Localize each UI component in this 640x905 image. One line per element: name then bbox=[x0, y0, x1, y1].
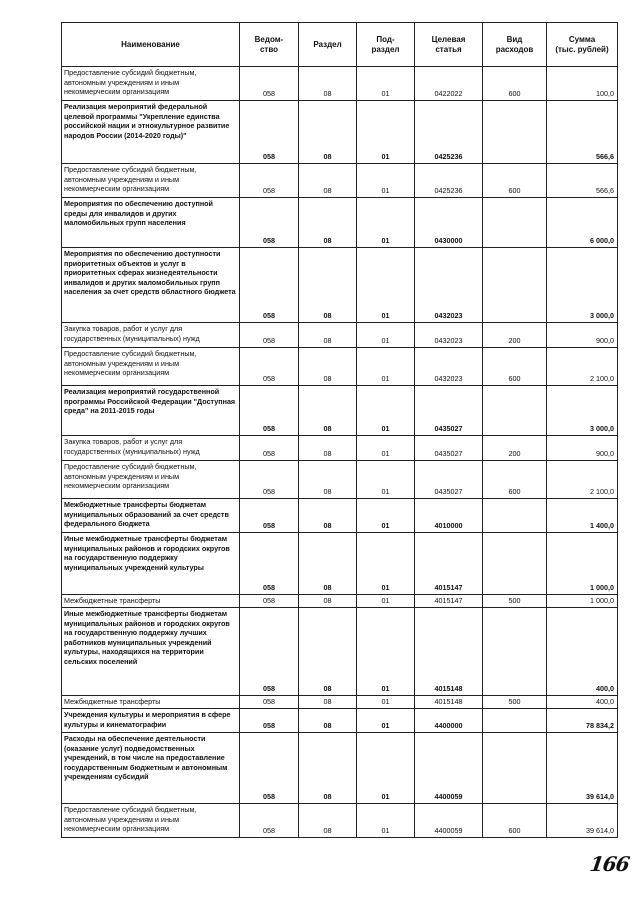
row-sum: 1 000,0 bbox=[547, 595, 618, 608]
row-dept: 058 bbox=[240, 733, 299, 804]
row-name: Предоставление субсидий бюджетным, автономным учреждениям и иным некоммерческим организациям bbox=[62, 164, 240, 198]
table-row bbox=[62, 386, 618, 436]
row-sum: 39 614,0 bbox=[547, 804, 618, 838]
row-subsection: 01 bbox=[357, 101, 415, 164]
row-target: 4015147 bbox=[415, 595, 483, 608]
row-name: Мероприятия по обеспечению доступности приоритетных объектов и услуг в приоритетных сферах жизнедеятельности инвалидов и других маломобильных групп населения за счет средств областного бюджета bbox=[62, 248, 240, 323]
table-row bbox=[62, 248, 618, 323]
row-section: 08 bbox=[299, 608, 357, 696]
row-expense bbox=[483, 533, 547, 595]
row-section: 08 bbox=[299, 533, 357, 595]
row-subsection: 01 bbox=[357, 733, 415, 804]
row-dept: 058 bbox=[240, 696, 299, 709]
row-expense: 600 bbox=[483, 461, 547, 499]
table-row bbox=[62, 436, 618, 461]
row-target: 4400059 bbox=[415, 804, 483, 838]
table-row bbox=[62, 608, 618, 696]
table-row bbox=[62, 804, 618, 838]
table-row bbox=[62, 733, 618, 804]
row-expense bbox=[483, 733, 547, 804]
row-target: 0432023 bbox=[415, 323, 483, 348]
row-target: 0422022 bbox=[415, 67, 483, 101]
row-subsection: 01 bbox=[357, 348, 415, 386]
row-subsection: 01 bbox=[357, 386, 415, 436]
row-section: 08 bbox=[299, 461, 357, 499]
table-row bbox=[62, 164, 618, 198]
row-section: 08 bbox=[299, 696, 357, 709]
row-sum: 2 100,0 bbox=[547, 461, 618, 499]
row-name: Предоставление субсидий бюджетным, автономным учреждениям и иным некоммерческим организациям bbox=[62, 348, 240, 386]
budget-table bbox=[61, 22, 618, 838]
table-body bbox=[62, 67, 618, 838]
row-sum: 400,0 bbox=[547, 608, 618, 696]
row-name: Предоставление субсидий бюджетным, автономным учреждениям и иным некоммерческим организациям bbox=[62, 67, 240, 101]
row-subsection: 01 bbox=[357, 198, 415, 248]
row-target: 4400000 bbox=[415, 709, 483, 733]
row-expense: 600 bbox=[483, 348, 547, 386]
row-expense bbox=[483, 709, 547, 733]
row-subsection: 01 bbox=[357, 804, 415, 838]
row-dept: 058 bbox=[240, 436, 299, 461]
row-expense: 600 bbox=[483, 67, 547, 101]
row-expense bbox=[483, 499, 547, 533]
row-subsection: 01 bbox=[357, 608, 415, 696]
row-section: 08 bbox=[299, 67, 357, 101]
row-sum: 566,6 bbox=[547, 164, 618, 198]
row-sum: 3 000,0 bbox=[547, 248, 618, 323]
row-dept: 058 bbox=[240, 499, 299, 533]
row-dept: 058 bbox=[240, 595, 299, 608]
table-row bbox=[62, 595, 618, 608]
row-sum: 900,0 bbox=[547, 323, 618, 348]
header-sum: Сумма (тыс. рублей) bbox=[547, 23, 618, 67]
row-target: 0432023 bbox=[415, 348, 483, 386]
row-name: Межбюджетные трансферты бюджетам муниципальных образований за счет средств федерального бюджета bbox=[62, 499, 240, 533]
row-expense bbox=[483, 101, 547, 164]
row-dept: 058 bbox=[240, 198, 299, 248]
row-expense bbox=[483, 198, 547, 248]
page-number: 166 bbox=[588, 852, 631, 876]
row-expense: 600 bbox=[483, 164, 547, 198]
row-name: Закупка товаров, работ и услуг для государственных (муниципальных) нужд bbox=[62, 323, 240, 348]
row-target: 0432023 bbox=[415, 248, 483, 323]
row-dept: 058 bbox=[240, 323, 299, 348]
table-row bbox=[62, 101, 618, 164]
table-row bbox=[62, 533, 618, 595]
row-expense: 200 bbox=[483, 436, 547, 461]
row-name: Иные межбюджетные трансферты бюджетам муниципальных районов и городских округов на государственную поддержку муниципальных учреждений культуры bbox=[62, 533, 240, 595]
row-target: 0435027 bbox=[415, 461, 483, 499]
row-subsection: 01 bbox=[357, 595, 415, 608]
row-section: 08 bbox=[299, 323, 357, 348]
table-row bbox=[62, 499, 618, 533]
row-section: 08 bbox=[299, 198, 357, 248]
row-target: 0435027 bbox=[415, 436, 483, 461]
row-sum: 900,0 bbox=[547, 436, 618, 461]
row-expense: 500 bbox=[483, 696, 547, 709]
row-target: 0425236 bbox=[415, 101, 483, 164]
row-dept: 058 bbox=[240, 248, 299, 323]
table-row bbox=[62, 198, 618, 248]
row-subsection: 01 bbox=[357, 461, 415, 499]
row-name: Учреждения культуры и мероприятия в сфере культуры и кинематографии bbox=[62, 709, 240, 733]
row-dept: 058 bbox=[240, 461, 299, 499]
row-section: 08 bbox=[299, 248, 357, 323]
table-row bbox=[62, 348, 618, 386]
row-dept: 058 bbox=[240, 608, 299, 696]
row-sum: 1 000,0 bbox=[547, 533, 618, 595]
row-section: 08 bbox=[299, 733, 357, 804]
header-section: Раздел bbox=[299, 23, 357, 67]
row-subsection: 01 bbox=[357, 533, 415, 595]
header-dept: Ведом- ство bbox=[240, 23, 299, 67]
row-subsection: 01 bbox=[357, 323, 415, 348]
row-dept: 058 bbox=[240, 101, 299, 164]
row-name: Предоставление субсидий бюджетным, автономным учреждениям и иным некоммерческим организациям bbox=[62, 461, 240, 499]
row-name: Реализация мероприятий федеральной целевой программы "Укрепление единства российской нации и этнокультурное развитие народов России (2014-2020 годы)" bbox=[62, 101, 240, 164]
row-name: Расходы на обеспечение деятельности (оказание услуг) подведомственных учреждений, в том числе на предоставление государственным бюджетным и автономным учреждениям субсидий bbox=[62, 733, 240, 804]
row-subsection: 01 bbox=[357, 164, 415, 198]
row-name: Закупка товаров, работ и услуг для государственных (муниципальных) нужд bbox=[62, 436, 240, 461]
row-name: Иные межбюджетные трансферты бюджетам муниципальных районов и городских округов на государственную поддержку лучших работников муниципальных учреждений культуры, находящихся на территории сельских поселений bbox=[62, 608, 240, 696]
row-target: 0435027 bbox=[415, 386, 483, 436]
row-subsection: 01 bbox=[357, 436, 415, 461]
row-section: 08 bbox=[299, 709, 357, 733]
row-target: 4015147 bbox=[415, 533, 483, 595]
row-sum: 3 000,0 bbox=[547, 386, 618, 436]
header-name: Наименование bbox=[62, 23, 240, 67]
row-sum: 2 100,0 bbox=[547, 348, 618, 386]
row-sum: 100,0 bbox=[547, 67, 618, 101]
row-target: 0430000 bbox=[415, 198, 483, 248]
row-target: 4400059 bbox=[415, 733, 483, 804]
row-name: Межбюджетные трансферты bbox=[62, 595, 240, 608]
row-name: Мероприятия по обеспечению доступной среды для инвалидов и других маломобильных групп населения bbox=[62, 198, 240, 248]
header-subsection: Под- раздел bbox=[357, 23, 415, 67]
row-dept: 058 bbox=[240, 386, 299, 436]
header-row bbox=[62, 23, 618, 67]
table-row bbox=[62, 461, 618, 499]
row-name: Предоставление субсидий бюджетным, автономным учреждениям и иным некоммерческим организациям bbox=[62, 804, 240, 838]
table-row bbox=[62, 67, 618, 101]
table-row bbox=[62, 709, 618, 733]
row-subsection: 01 bbox=[357, 248, 415, 323]
row-subsection: 01 bbox=[357, 499, 415, 533]
row-section: 08 bbox=[299, 804, 357, 838]
row-section: 08 bbox=[299, 164, 357, 198]
header-target: Целевая статья bbox=[415, 23, 483, 67]
row-subsection: 01 bbox=[357, 696, 415, 709]
row-sum: 39 614,0 bbox=[547, 733, 618, 804]
row-section: 08 bbox=[299, 386, 357, 436]
row-dept: 058 bbox=[240, 164, 299, 198]
row-section: 08 bbox=[299, 348, 357, 386]
row-expense: 600 bbox=[483, 804, 547, 838]
row-dept: 058 bbox=[240, 804, 299, 838]
row-target: 4015148 bbox=[415, 696, 483, 709]
row-dept: 058 bbox=[240, 533, 299, 595]
row-section: 08 bbox=[299, 499, 357, 533]
row-target: 4010000 bbox=[415, 499, 483, 533]
row-dept: 058 bbox=[240, 67, 299, 101]
row-sum: 400,0 bbox=[547, 696, 618, 709]
row-expense: 200 bbox=[483, 323, 547, 348]
row-sum: 78 834,2 bbox=[547, 709, 618, 733]
row-dept: 058 bbox=[240, 348, 299, 386]
row-section: 08 bbox=[299, 595, 357, 608]
row-section: 08 bbox=[299, 101, 357, 164]
row-target: 0425236 bbox=[415, 164, 483, 198]
row-name: Реализация мероприятий государственной программы Российской Федерации "Доступная среда" на 2011-2015 годы bbox=[62, 386, 240, 436]
row-sum: 6 000,0 bbox=[547, 198, 618, 248]
row-name: Межбюджетные трансферты bbox=[62, 696, 240, 709]
row-expense bbox=[483, 386, 547, 436]
table-row bbox=[62, 696, 618, 709]
row-target: 4015148 bbox=[415, 608, 483, 696]
row-subsection: 01 bbox=[357, 67, 415, 101]
row-subsection: 01 bbox=[357, 709, 415, 733]
row-section: 08 bbox=[299, 436, 357, 461]
row-expense: 500 bbox=[483, 595, 547, 608]
table-row bbox=[62, 323, 618, 348]
row-expense bbox=[483, 248, 547, 323]
row-dept: 058 bbox=[240, 709, 299, 733]
row-sum: 1 400,0 bbox=[547, 499, 618, 533]
row-expense bbox=[483, 608, 547, 696]
header-expense: Вид расходов bbox=[483, 23, 547, 67]
row-sum: 566,6 bbox=[547, 101, 618, 164]
